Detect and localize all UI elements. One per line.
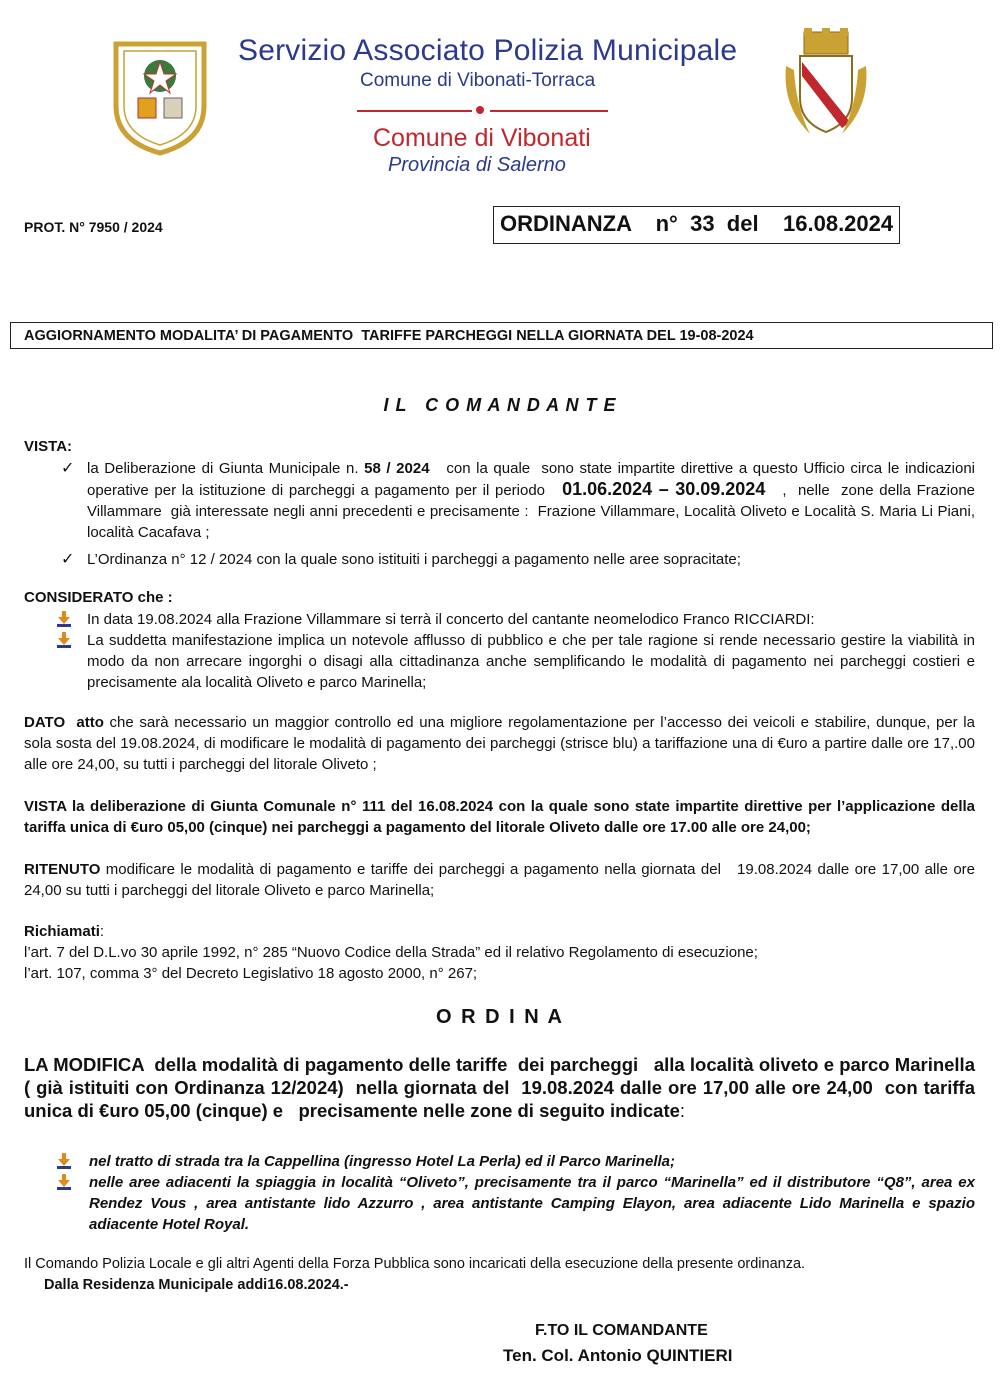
zone-item-2-text: nelle aree adiacenti la spiaggia in località “Oliveto”, precisamente tra il parco “Marinella” ed il distributore “Q8”, area ex Rendez Vous , area antistante lido Azzurro , area antistante Camping Elayon, area adiacente Lido Marinella e spazio adiacente Hotel Royal.: [89, 1174, 975, 1233]
vista-item-1-text-e: , nelle zone della Frazione Villammare già interessate negli anni precedenti e precisamente : Frazione Villammare, Località Oliveto e Località S. Maria Li Piani, località Cacafava ;: [87, 482, 980, 541]
vista-item-1-text-c: con la quale sono state impartite direttive a questo Ufficio circa le indicazioni operative per la istituzione di parcheggi a pagamento per il periodo: [87, 460, 980, 499]
comandante-heading: I L C O M A N D A N T E: [383, 395, 617, 415]
checkmark-icon: ✓: [61, 551, 75, 568]
police-seal-logo: [106, 36, 214, 156]
arrow-bullet-icon: [57, 1153, 71, 1169]
considerato-item-1: [87, 609, 975, 630]
subject-text: AGGIORNAMENTO MODALITA’ DI PAGAMENTO TARIFFE PARCHEGGI NELLA GIORNATA DEL 19-08-2024: [24, 328, 754, 344]
richiamati-label: Richiamati: [24, 923, 100, 940]
protocol-number: PROT. N° 7950 / 2024: [24, 219, 163, 235]
header-provincia: Provincia di Salerno: [388, 154, 566, 176]
richiamati-line-1: l’art. 7 del D.L.vo 30 aprile 1992, n° 285 “Nuovo Codice della Strada” ed il relativo Regolamento di esecuzione;: [24, 944, 758, 961]
vista-item-1-deliberation: 58 / 2024: [364, 460, 430, 477]
arrow-bullet-icon: [57, 1174, 71, 1190]
header-divider-left: [357, 110, 472, 112]
ritenuto-text: modificare le modalità di pagamento e tariffe dei parcheggi a pagamento nella giornata del 19.08.2024 dalle ore 17,00 alle ore 24,00 su tutti i parcheggi del litorale Oliveto e parco Marinella;: [24, 861, 980, 899]
ordina-heading: O R D I N A: [436, 1006, 564, 1028]
richiamati-colon: :: [99, 923, 105, 940]
vista-item-1-period: 01.06.2024 – 30.09.2024: [562, 479, 766, 499]
header-comune: Comune di Vibonati: [373, 124, 591, 152]
considerato-item-1-text: In data 19.08.2024 alla Frazione Villammare si terrà il concerto del cantante neomelodico Franco RICCIARDI:: [87, 611, 815, 628]
vista-label: VISTA:: [24, 438, 73, 455]
header-subtitle: Comune di Vibonati-Torraca: [360, 70, 596, 91]
vista-item-2-text: L’Ordinanza n° 12 / 2024 con la quale sono istituiti i parcheggi a pagamento nelle aree sopracitate;: [87, 551, 741, 568]
header-divider-right: [490, 110, 608, 112]
vista-item-1: [61, 458, 980, 543]
dato-paragraph: [24, 712, 975, 775]
ordinance-number-box: [493, 206, 900, 244]
vista-deliberation-paragraph: VISTA la deliberazione di Giunta Comunale n° 111 del 16.08.2024 con la quale sono state impartite direttive per l’applicazione della tariffa unica di €uro 05,00 (cinque) nei parcheggi a pagamento del litorale Oliveto dalle ore 17.00 alle ore 24,00;: [24, 798, 975, 836]
considerato-label: CONSIDERATO che :: [24, 589, 173, 606]
ordina-paragraph: [24, 1053, 981, 1122]
dato-text: che sarà necessario un maggior controllo ed una migliore regolamentazione per l’accesso dei veicoli e stabilire, dunque, per la sola sosta del 19.08.2024, di modificare le modalità di pagamento dei parcheggi (strisce blu) a tariffazione una di €uro a partire dalle ore 17,.00 alle ore 24,00, su tutti i parcheggi del litorale Oliveto ;: [24, 714, 975, 773]
vibonati-crest-logo: [780, 26, 872, 144]
zone-item-1-text: nel tratto di strada tra la Cappellina (ingresso Hotel La Perla) ed il Parco Marinella;: [89, 1153, 675, 1170]
ordinance-number: ORDINANZA n° 33 del 16.08.2024: [500, 211, 894, 236]
ritenuto-label: RITENUTO: [24, 861, 101, 878]
signature-title: F.TO IL COMANDANTE: [535, 1322, 708, 1339]
closing-text: Il Comando Polizia Locale e gli altri Agenti della Forza Pubblica sono incaricati della esecuzione della presente ordinanza.: [24, 1256, 806, 1272]
zone-item-1: [89, 1151, 975, 1172]
vista-item-2: [61, 549, 975, 570]
subject-box: [10, 322, 993, 349]
dato-label: DATO atto: [24, 714, 104, 731]
richiamati-line-2: l’art. 107, comma 3° del Decreto Legislativo 18 agosto 2000, n° 267;: [24, 965, 478, 982]
header-title: Servizio Associato Polizia Municipale: [238, 34, 738, 67]
checkmark-icon: ✓: [61, 460, 75, 477]
arrow-bullet-icon: [57, 611, 71, 627]
zone-item-2: [89, 1172, 975, 1235]
ordina-colon: :: [679, 1100, 686, 1121]
considerato-item-2-text: La suddetta manifestazione implica un notevole afflusso di pubblico e che per tale ragione si rende necessario gestire la viabilità in modo da non arrecare ingorghi o disagi alla cittadinanza anche semplificando le modalità di pagamento nei parcheggi costieri e precisamente ala località Oliveto e parco Marinella;: [87, 632, 975, 691]
ordina-text: LA MODIFICA della modalità di pagamento delle tariffe dei parcheggi alla località oliveto e parco Marinella ( già istituiti con Ordinanza 12/2024) nella giornata del 19.08.2024 dalle ore 17,00 alle ore 24,00 con tariffa unica di €uro 05,00 (cinque) e precisamente nelle zone di seguito indicate: [24, 1054, 981, 1121]
ritenuto-paragraph: [24, 859, 980, 901]
vista-item-1-text-a: la Deliberazione di Giunta Municipale n.: [87, 460, 365, 477]
considerato-item-2: [87, 630, 975, 693]
residenza-text: Dalla Residenza Municipale addi16.08.2024.-: [44, 1277, 349, 1293]
richiamati-block: [24, 921, 758, 984]
header-divider-dot: [476, 106, 484, 114]
signature-name: Ten. Col. Antonio QUINTIERI: [503, 1346, 733, 1365]
arrow-bullet-icon: [57, 632, 71, 648]
